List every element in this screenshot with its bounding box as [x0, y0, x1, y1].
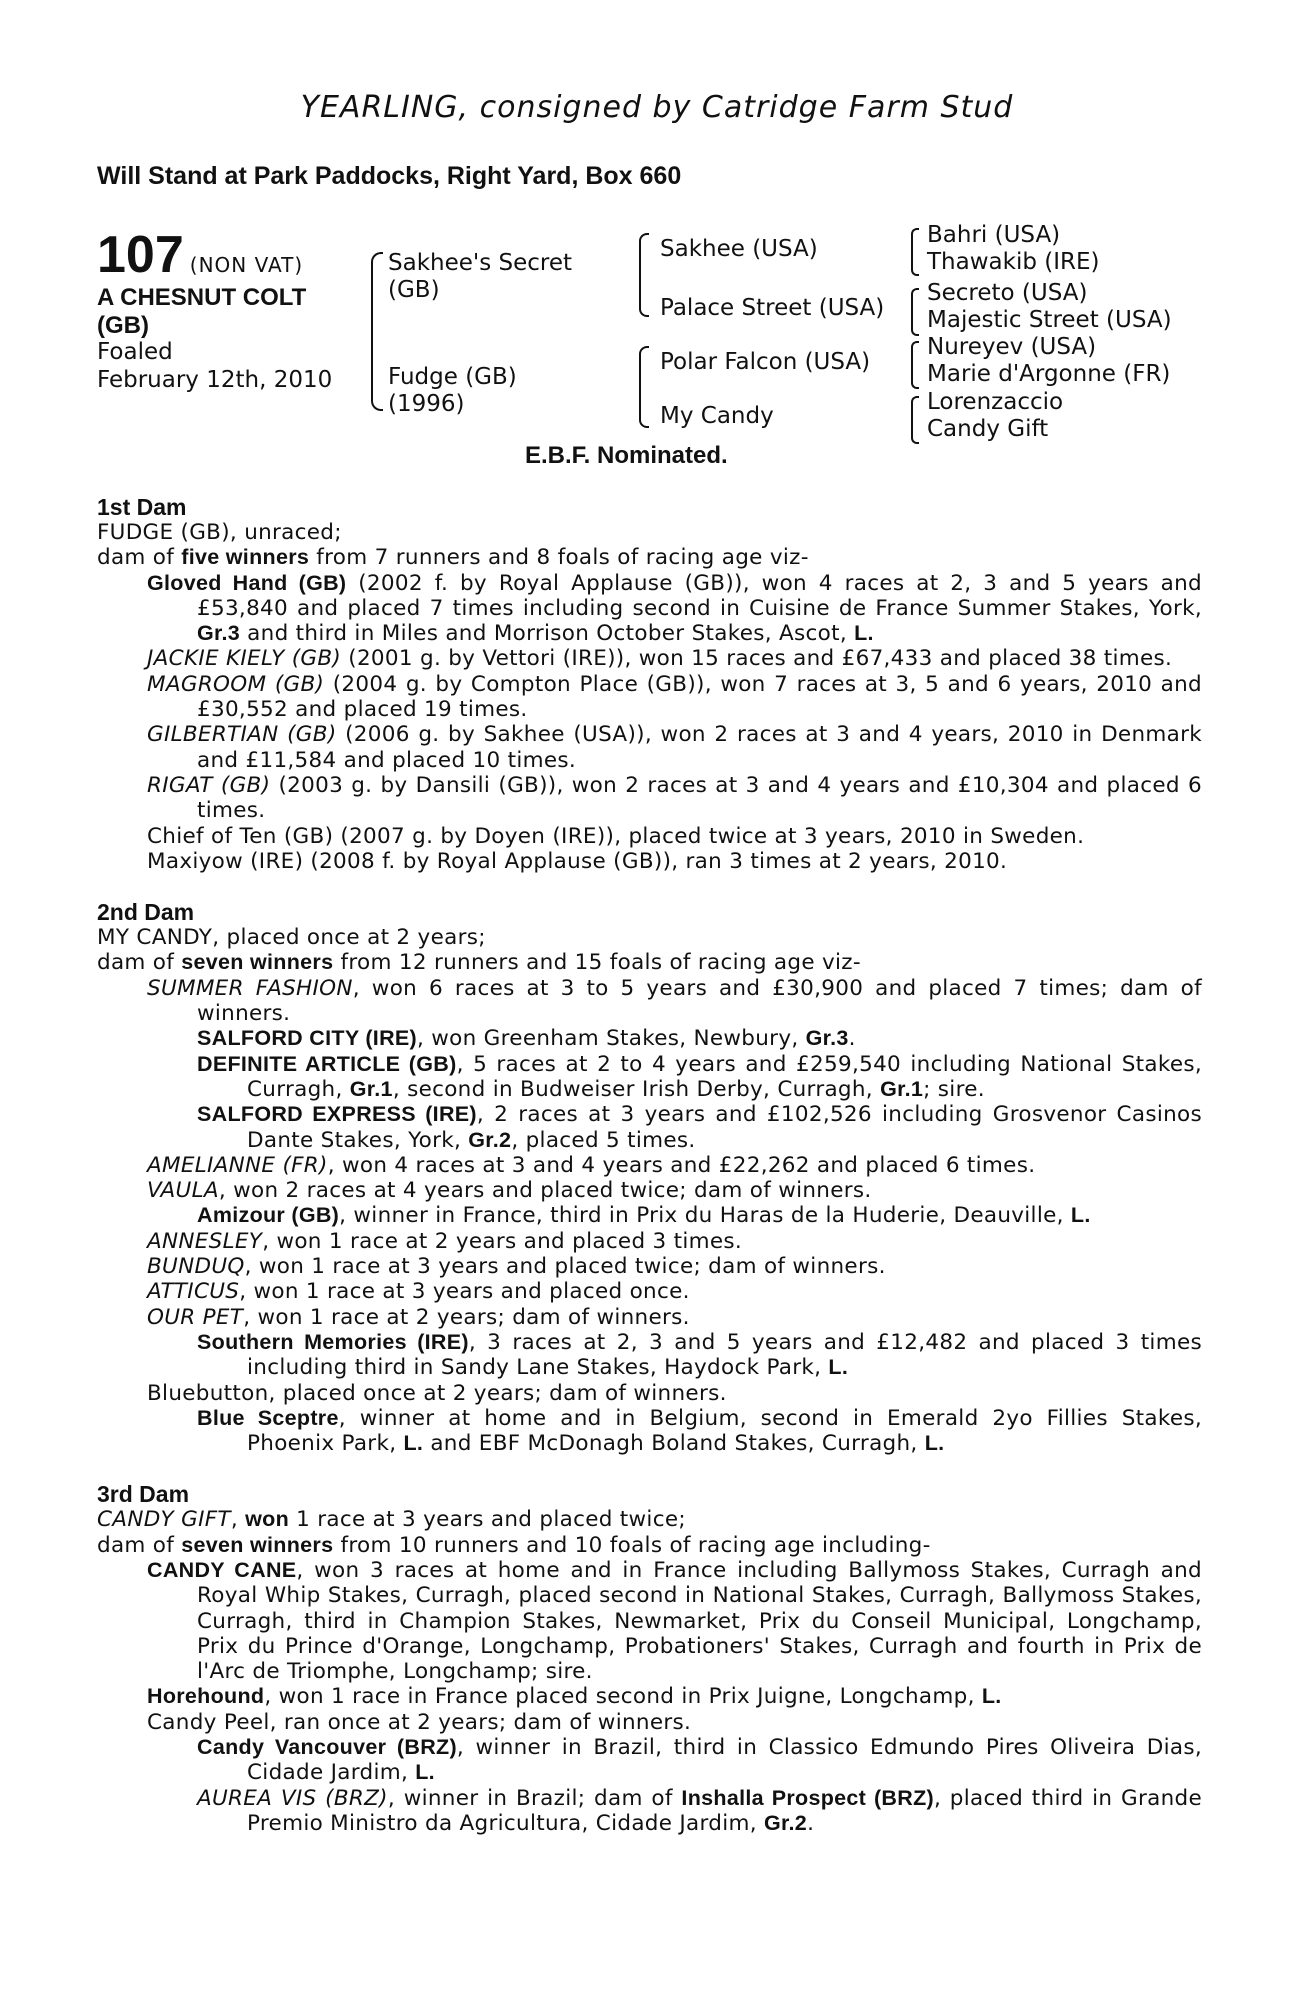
pedigree-sss: Bahri (USA) — [927, 222, 1061, 248]
stand-location: Will Stand at Park Paddocks, Right Yard, Box 660 — [97, 162, 682, 190]
produce-entry: GILBERTIAN (GB) (2006 g. by Sakhee (USA)), won 2 races at 3 and 4 years, 2010 in Denmark and £11,584 and placed 10 times. — [147, 722, 1202, 773]
produce-entry: ANNESLEY, won 1 race at 2 years and placed 3 times. — [147, 1228, 743, 1254]
produce-entry: Candy Peel, ran once at 2 years; dam of winners. — [147, 1709, 692, 1735]
produce-entry: ATTICUS, won 1 race at 3 years and placed once. — [147, 1279, 690, 1305]
foaled-info — [97, 338, 332, 394]
pedigree-brace-dam — [639, 346, 649, 428]
pedigree-brace-ds — [911, 341, 919, 389]
produce-entry: OUR PET, won 1 race at 2 years; dam of winners. — [147, 1304, 690, 1330]
pedigree-sire-country: (GB) — [388, 277, 440, 303]
pedigree-dam-sire: Polar Falcon (USA) — [660, 349, 871, 375]
pedigree-brace-sd — [911, 288, 919, 336]
pedigree-brace-main — [371, 252, 383, 411]
produce-entry: Horehound, won 1 race in France placed second in Prix Juigne, Longchamp, L. — [147, 1684, 1002, 1710]
produce-entry: Chief of Ten (GB) (2007 g. by Doyen (IRE)), placed twice at 3 years, 2010 in Sweden. — [147, 823, 1085, 849]
produce-entry: AMELIANNE (FR), won 4 races at 3 and 4 years and £22,262 and placed 6 times. — [147, 1152, 1036, 1178]
pedigree-sdd: Majestic Street (USA) — [927, 307, 1172, 333]
produce-entry: SUMMER FASHION, won 6 races at 3 to 5 years and £30,900 and placed 7 times; dam of winners. — [147, 975, 1202, 1027]
pedigree-dam: Fudge (GB) — [388, 364, 517, 390]
pedigree-sire: Sakhee's Secret — [388, 250, 573, 276]
vat-status: (NON VAT) — [189, 253, 304, 277]
pedigree-sire-dam: Palace Street (USA) — [660, 295, 885, 321]
pedigree-sire-sire: Sakhee (USA) — [660, 236, 818, 262]
produce-entry: RIGAT (GB) (2003 g. by Dansili (GB)), won 2 races at 3 and 4 years and £10,304 and placed 6 times. — [147, 772, 1202, 824]
pedigree-sds: Secreto (USA) — [927, 280, 1088, 306]
produce-entry: JACKIE KIELY (GB) (2001 g. by Vettori (IRE)), won 15 races and £67,433 and placed 38 times. — [147, 646, 1173, 672]
lot-description — [97, 284, 306, 340]
pedigree-ddd: Candy Gift — [927, 416, 1049, 442]
produce-entry: DEFINITE ARTICLE (GB), 5 races at 2 to 4 years and £259,540 including National Stakes, Curragh, Gr.1, second in Budweiser Irish Derby, Curragh, Gr.1; sire. — [197, 1051, 1202, 1102]
pedigree-brace-sire — [639, 233, 649, 317]
produce-record — [97, 494, 1202, 1836]
second-dam-line: MY CANDY, placed once at 2 years; — [97, 925, 486, 951]
second-dam-title: 2nd Dam — [97, 899, 195, 926]
pedigree-brace-ss — [911, 228, 919, 276]
first-dam-summary: dam of five winners from 7 runners and 8 foals of racing age viz- — [97, 545, 809, 571]
third-dam-summary: dam of seven winners from 10 runners and 10 foals of racing age including- — [97, 1532, 931, 1558]
pedigree-dsd: Marie d'Argonne (FR) — [927, 361, 1171, 387]
foaled-date: February 12th, 2010 — [97, 367, 333, 393]
produce-entry: SALFORD CITY (IRE), won Greenham Stakes, Newbury, Gr.3. — [197, 1026, 856, 1052]
produce-entry: CANDY CANE, won 3 races at home and in France including Ballymoss Stakes, Curragh and Royal Whip Stakes, Curragh, placed second in National Stakes, Curragh, Ballymoss Stakes, Curragh, third in Champion Stakes, Newmarket, Prix du Conseil Municipal, Longchamp, Prix du Prince d'Orange, Longchamp, Probationers' Stakes, Curragh and fourth in Prix de l'Arc de Triomphe, Longchamp; sire. — [147, 1557, 1203, 1685]
lot-number: 107 — [97, 226, 184, 284]
pedigree-dss: Nureyev (USA) — [927, 334, 1097, 360]
produce-entry: BUNDUQ, won 1 race at 3 years and placed twice; dam of winners. — [147, 1254, 886, 1280]
produce-entry: Blue Sceptre, winner at home and in Belgium, second in Emerald 2yo Fillies Stakes, Phoenix Park, L. and EBF McDonagh Boland Stakes, Curragh, L. — [197, 1405, 1202, 1457]
second-dam-summary: dam of seven winners from 12 runners and 15 foals of racing age viz- — [97, 950, 861, 976]
produce-entry: Amizour (GB), winner in France, third in Prix du Haras de la Huderie, Deauville, L. — [197, 1203, 1091, 1229]
pedigree-dds: Lorenzaccio — [927, 389, 1064, 415]
produce-entry: Southern Memories (IRE), 3 races at 2, 3 and 5 years and £12,482 and placed 3 times including third in Sandy Lane Stakes, Haydock Park, L. — [197, 1329, 1202, 1381]
produce-entry: MAGROOM (GB) (2004 g. by Compton Place (GB)), won 7 races at 3, 5 and 6 years, 2010 and £30,552 and placed 19 times. — [147, 671, 1203, 723]
produce-entry: Gloved Hand (GB) (2002 f. by Royal Applause (GB)), won 4 races at 2, 3 and 5 years and £53,840 and placed 7 times including second in Cuisine de France Summer Stakes, York, Gr.3 and third in Miles and Morrison October Stakes, Ascot, L. — [147, 570, 1203, 647]
pedigree-brace-dd — [911, 396, 919, 444]
first-dam-title: 1st Dam — [97, 494, 187, 520]
produce-entry: Bluebutton, placed once at 2 years; dam of winners. — [147, 1380, 727, 1406]
ebf-nominated: E.B.F. Nominated. — [525, 442, 728, 469]
page-heading: YEARLING, consigned by Catridge Farm Stud — [300, 90, 1014, 125]
pedigree-ssd: Thawakib (IRE) — [927, 249, 1100, 275]
pedigree-dam-year: (1996) — [388, 391, 465, 417]
produce-entry: Maxiyow (IRE) (2008 f. by Royal Applause (GB)), ran 3 times at 2 years, 2010. — [147, 848, 1008, 874]
produce-entry: VAULA, won 2 races at 4 years and placed twice; dam of winners. — [147, 1178, 872, 1204]
pedigree-dam-dam: My Candy — [660, 403, 774, 429]
produce-entry: SALFORD EXPRESS (IRE), 2 races at 3 years and £102,526 including Grosvenor Casinos Dante Stakes, York, Gr.2, placed 5 times. — [197, 1102, 1202, 1153]
lot-description-line2: (GB) — [97, 312, 149, 339]
third-dam-title: 3rd Dam — [97, 1481, 190, 1508]
produce-entry: Candy Vancouver (BRZ), winner in Brazil, third in Classico Edmundo Pires Oliveira Dias, Cidade Jardim, L. — [197, 1735, 1202, 1786]
first-dam-line: FUDGE (GB), unraced; — [97, 520, 342, 545]
lot-description-line1: A CHESNUT COLT — [97, 284, 307, 311]
lot-number-block — [97, 225, 303, 285]
produce-entry: AUREA VIS (BRZ), winner in Brazil; dam of Inshalla Prospect (BRZ), placed third in Grande Premio Ministro da Agricultura, Cidade Jardim, Gr.2. — [197, 1785, 1203, 1836]
foaled-label: Foaled — [97, 339, 173, 365]
third-dam-line: CANDY GIFT, won 1 race at 3 years and placed twice; — [97, 1507, 686, 1533]
